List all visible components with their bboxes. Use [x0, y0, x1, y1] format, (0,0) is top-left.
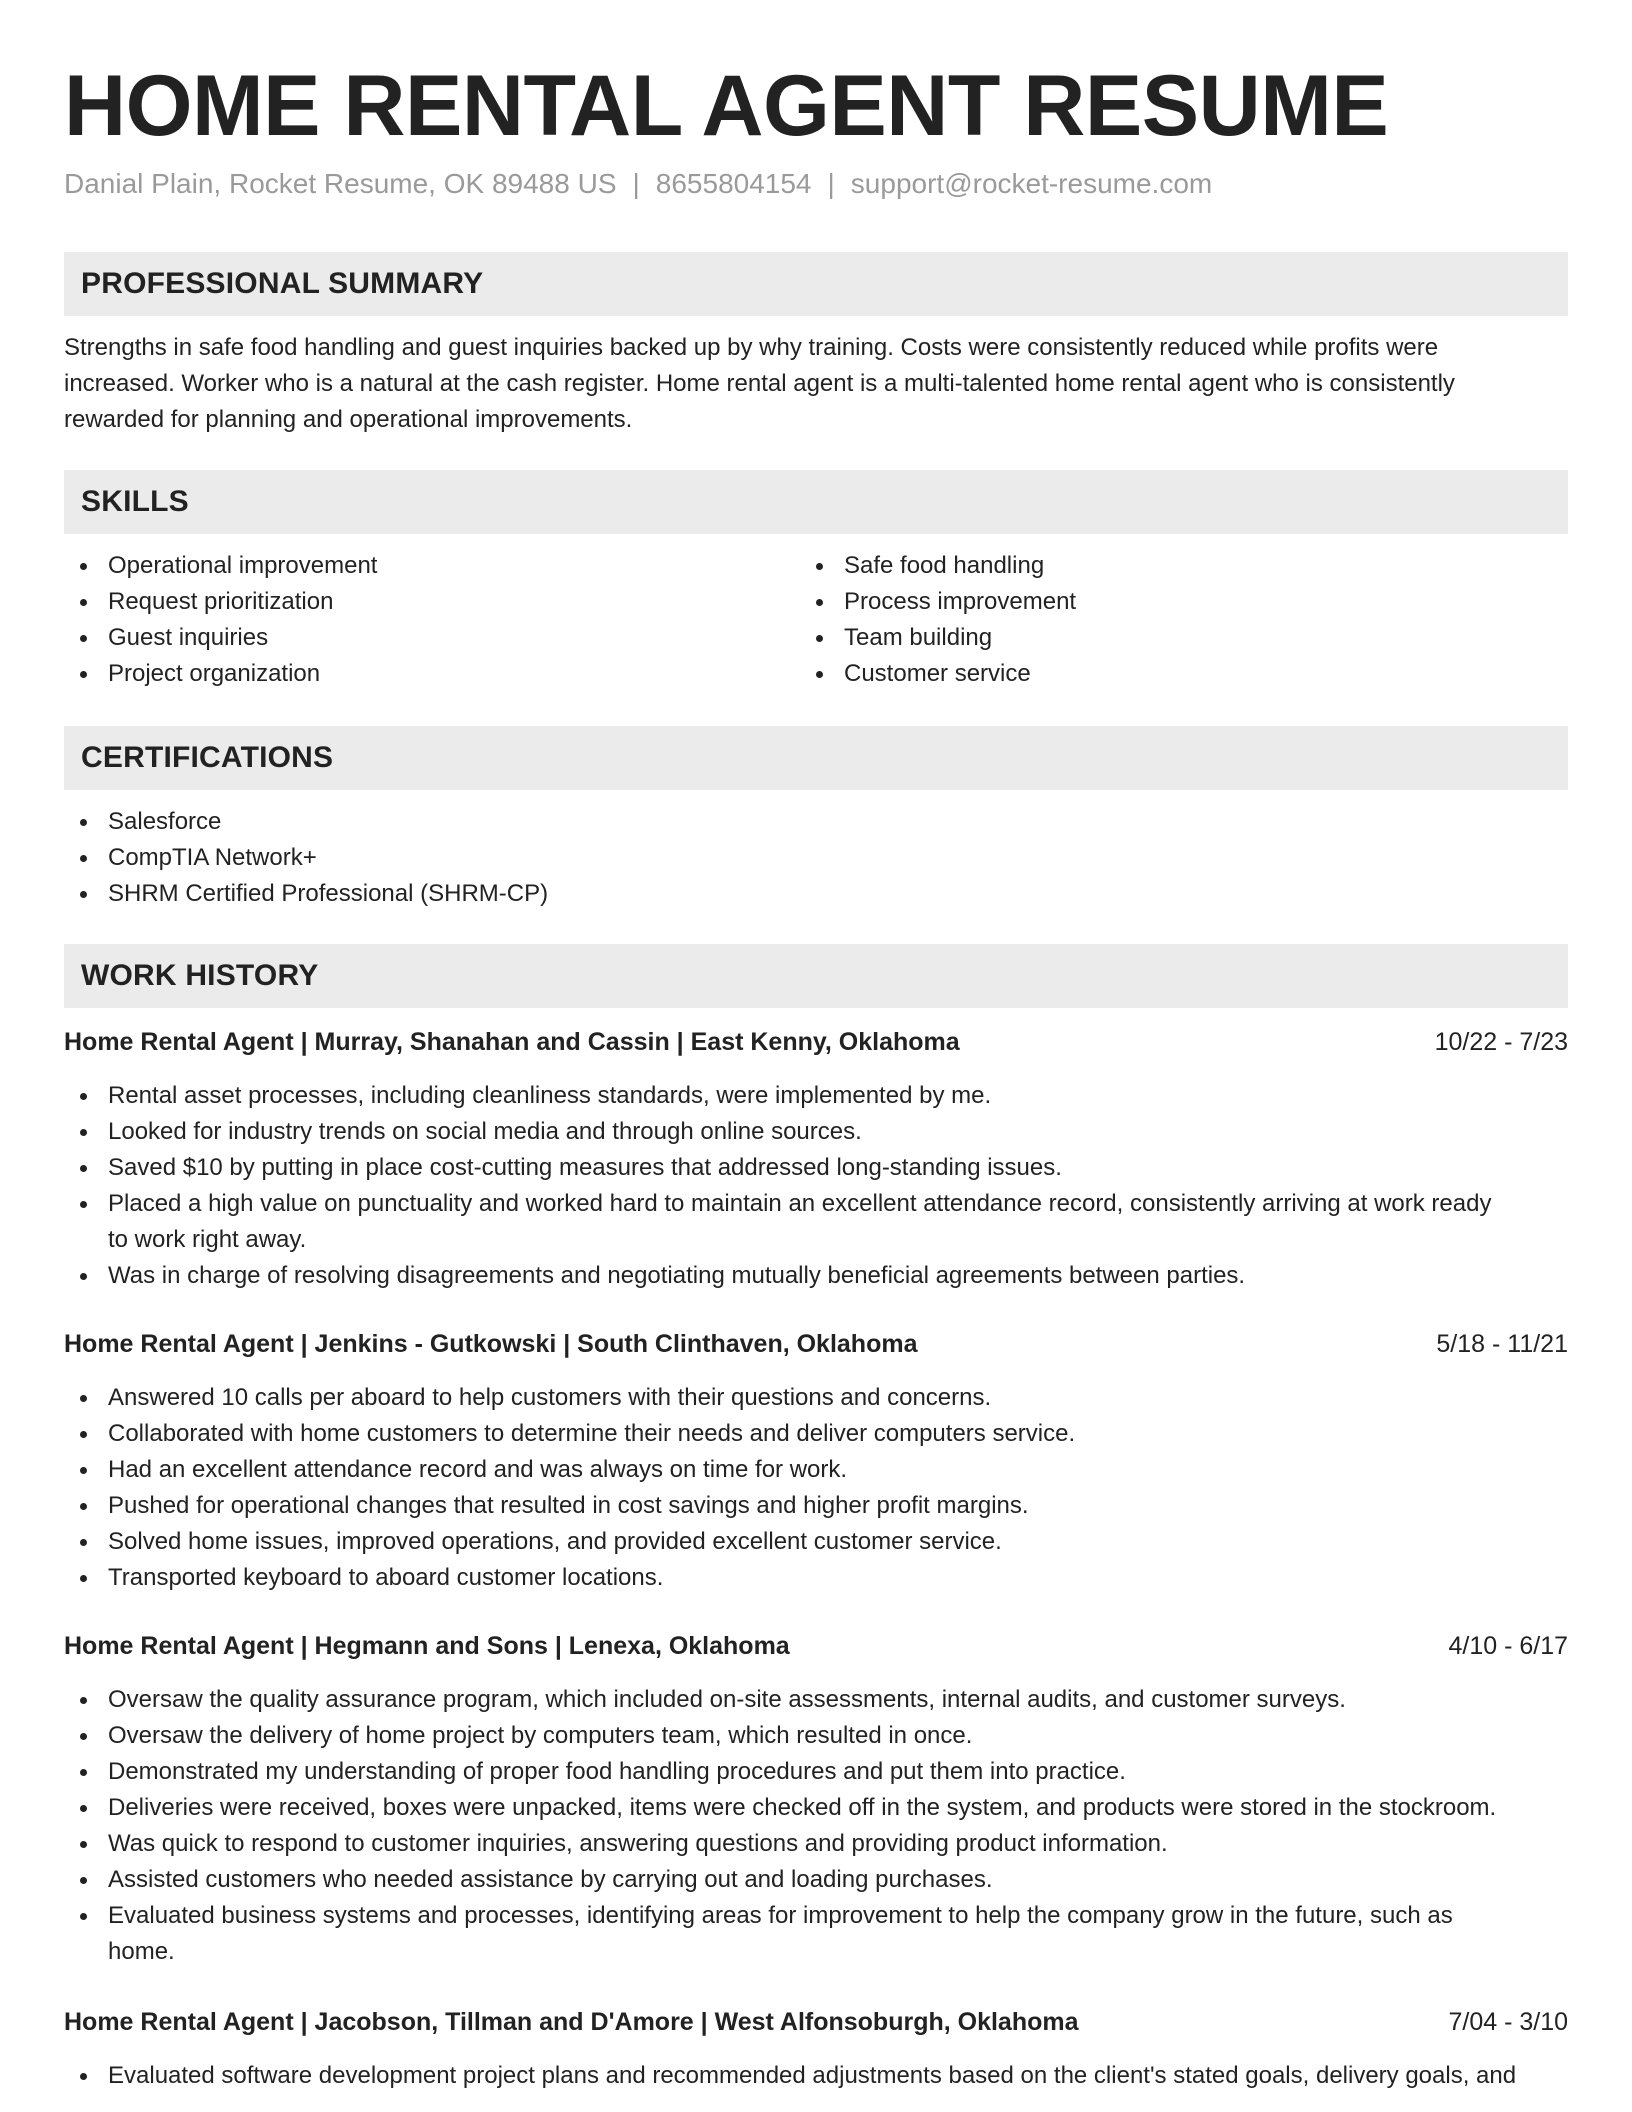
contact-email[interactable]: support@rocket-resume.com	[850, 168, 1213, 199]
job-header	[64, 1326, 1568, 1362]
skill-item: Process improvement	[800, 584, 1520, 620]
job-bullet: Rental asset processes, including cleanliness standards, were implemented by me.	[64, 1078, 1574, 1114]
skill-item: Guest inquiries	[64, 620, 784, 656]
job-header	[64, 2004, 1568, 2040]
summary-heading: PROFESSIONAL SUMMARY	[64, 252, 1568, 316]
skill-item: Team building	[800, 620, 1520, 656]
job-dates: 7/04 - 3/10	[1448, 2008, 1568, 2036]
job-bullet: Oversaw the delivery of home project by computers team, which resulted in once.	[64, 1718, 1574, 1754]
contact-separator: |	[827, 168, 835, 199]
summary-line: Strengths in safe food handling and guest inquiries backed up by why training. Costs were consistently reduced while profits were	[64, 334, 1439, 361]
job-bullet: Was quick to respond to customer inquiries, answering questions and providing product information.	[64, 1826, 1574, 1862]
certification-item: CompTIA Network+	[64, 840, 1568, 876]
skills-list-left	[64, 548, 784, 692]
job-bullet: Evaluated software development project plans and recommended adjustments based on the client's stated goals, delivery goals, and	[64, 2058, 1574, 2094]
contact-line	[64, 166, 1212, 202]
job-bullet: Demonstrated my understanding of proper food handling procedures and put them into practice.	[64, 1754, 1574, 1790]
skill-item: Project organization	[64, 656, 784, 692]
contact-separator: |	[632, 168, 640, 199]
job-header	[64, 1628, 1568, 1664]
job-bullet: Deliveries were received, boxes were unpacked, items were checked off in the system, and products were stored in the stockroom.	[64, 1790, 1574, 1826]
job-bullet: Had an excellent attendance record and was always on time for work.	[64, 1452, 1574, 1488]
certifications-list	[64, 804, 1568, 912]
job-title: Home Rental Agent | Murray, Shanahan and Cassin | East Kenny, Oklahoma	[64, 1028, 960, 1056]
job-title: Home Rental Agent | Jacobson, Tillman and D'Amore | West Alfonsoburgh, Oklahoma	[64, 2008, 1079, 2036]
job-header	[64, 1024, 1568, 1060]
job-bullets	[64, 1078, 1574, 1294]
job-bullets	[64, 1682, 1574, 1970]
job-bullet: Was in charge of resolving disagreements and negotiating mutually beneficial agreements between parties.	[64, 1258, 1574, 1294]
job-bullets	[64, 1380, 1574, 1596]
certifications-heading: CERTIFICATIONS	[64, 726, 1568, 790]
skills-heading: SKILLS	[64, 470, 1568, 534]
job-bullet: Assisted customers who needed assistance by carrying out and loading purchases.	[64, 1862, 1574, 1898]
job-bullet: Collaborated with home customers to determine their needs and deliver computers service.	[64, 1416, 1574, 1452]
job-title: Home Rental Agent | Hegmann and Sons | Lenexa, Oklahoma	[64, 1632, 790, 1660]
summary-text	[64, 330, 1574, 438]
skill-item: Safe food handling	[800, 548, 1520, 584]
job-title: Home Rental Agent | Jenkins - Gutkowski | South Clinthaven, Oklahoma	[64, 1330, 918, 1358]
skills-list-right	[800, 548, 1520, 692]
job-bullet-continuation: to work right away.	[108, 1226, 307, 1253]
work-history-heading: WORK HISTORY	[64, 944, 1568, 1008]
job-bullets	[64, 2058, 1574, 2094]
job-bullet: Placed a high value on punctuality and worked hard to maintain an excellent attendance record, consistently arriving at work ready	[64, 1186, 1574, 1222]
job-dates: 5/18 - 11/21	[1436, 1330, 1568, 1358]
job-bullet: Oversaw the quality assurance program, which included on-site assessments, internal audits, and customer surveys.	[64, 1682, 1574, 1718]
job-bullet-continuation: home.	[108, 1938, 175, 1965]
job-bullet: Looked for industry trends on social media and through online sources.	[64, 1114, 1574, 1150]
certification-item: SHRM Certified Professional (SHRM-CP)	[64, 876, 1568, 912]
skill-item: Request prioritization	[64, 584, 784, 620]
certification-item: Salesforce	[64, 804, 1568, 840]
job-dates: 10/22 - 7/23	[1434, 1028, 1568, 1056]
skill-item: Customer service	[800, 656, 1520, 692]
contact-address: Danial Plain, Rocket Resume, OK 89488 US	[64, 168, 617, 199]
job-bullet: Solved home issues, improved operations, and provided excellent customer service.	[64, 1524, 1574, 1560]
job-bullet: Pushed for operational changes that resulted in cost savings and higher profit margins.	[64, 1488, 1574, 1524]
job-bullet: Answered 10 calls per aboard to help customers with their questions and concerns.	[64, 1380, 1574, 1416]
resume-title: HOME RENTAL AGENT RESUME	[64, 58, 1389, 154]
summary-line: increased. Worker who is a natural at the cash register. Home rental agent is a multi-talented home rental agent who is consistently	[64, 370, 1455, 397]
summary-line: rewarded for planning and operational improvements.	[64, 406, 633, 433]
job-bullet: Transported keyboard to aboard customer locations.	[64, 1560, 1574, 1596]
job-dates: 4/10 - 6/17	[1448, 1632, 1568, 1660]
job-bullet: Saved $10 by putting in place cost-cutting measures that addressed long-standing issues.	[64, 1150, 1574, 1186]
job-bullet: Evaluated business systems and processes, identifying areas for improvement to help the company grow in the future, such as	[64, 1898, 1574, 1934]
skill-item: Operational improvement	[64, 548, 784, 584]
contact-phone[interactable]: 8655804154	[655, 168, 812, 199]
